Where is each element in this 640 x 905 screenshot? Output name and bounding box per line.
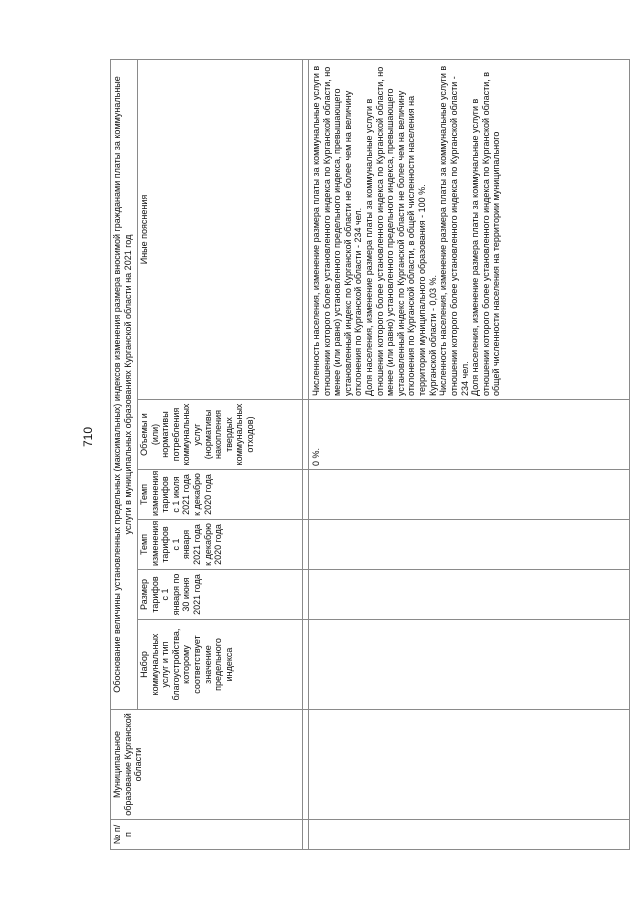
cell-tariff-rate-jan [309,520,630,570]
other-line: Доля населения, изменение размера платы за коммунальные услуги в отношении которого более установленного индекса по Курганской области, но менее (или равно) установленного предельного индекса, превышающего установленный индекс по Курганской области не более чем на величину отклонения по Курганской области, в общей численности населения на территории муниципального образования - 100 %. [364,66,428,396]
cell-num [309,820,630,850]
header-set-of-services: Набор коммунальных услуг и тип благоустройства, которому соответствует значение предельного индекса [138,620,303,710]
table-row [309,60,630,850]
header-other: Иные пояснения [138,60,303,400]
cell-municipality [309,710,630,820]
cell-tariff-rate-jul [309,470,630,520]
cell-volumes [309,400,630,470]
other-line: Доля населения, изменение размера платы за коммунальные услуги в отношении которого более установленного индекса по Курганской области, в общей численности населения на территории муниципального [470,71,502,396]
cell-set-of-services [309,620,630,710]
page-number: 710 [81,426,95,448]
header-tariff-rate-jul: Темп изменения тарифов с 1 июля 2021 года к декабрю 2020 года [138,470,303,520]
header-municipality: Муниципальное образование Курганской области [111,710,303,820]
cell-other [309,60,630,400]
cell-tariff-size [309,570,630,620]
rotated-table-wrapper [110,60,630,850]
other-line: Численность населения, изменение размера платы за коммунальные услуги в отношении которого более установленного индекса по Курганской области - 234 чел. [438,65,470,396]
header-tariff-rate-jan: Темп изменения тарифов с 1 января 2021 года к декабрю 2020 года [138,520,303,570]
header-tariff-size: Размер тарифов с 1 января по 30 июня 2021 года [138,570,303,620]
header-num: № п/п [111,820,303,850]
header-volumes: Объемы и (или) нормативы потребления коммунальных услуг (нормативы накопления твердых коммунальных отходов) [138,400,303,470]
other-line: Курганской области - 0,03 %. [427,275,438,396]
volumes-text: 0 %. [311,447,321,466]
justification-table [110,59,630,850]
other-line: Численность населения, изменение размера платы за коммунальные услуги в отношении которого более установленного индекса по Курганской области, но менее (или равно) установленного предельного индекса, превышающего установленный индекс по Курганской области не более чем на величину отклонения по Курганской области - 234 чел. [311,65,364,396]
header-justification: Обоснование величины установленных предельных (максимальных) индексов изменения размера вносимой гражданами платы за коммунальные услуги в муниципальных образованиях Курганской области на 2021 год [111,60,138,710]
